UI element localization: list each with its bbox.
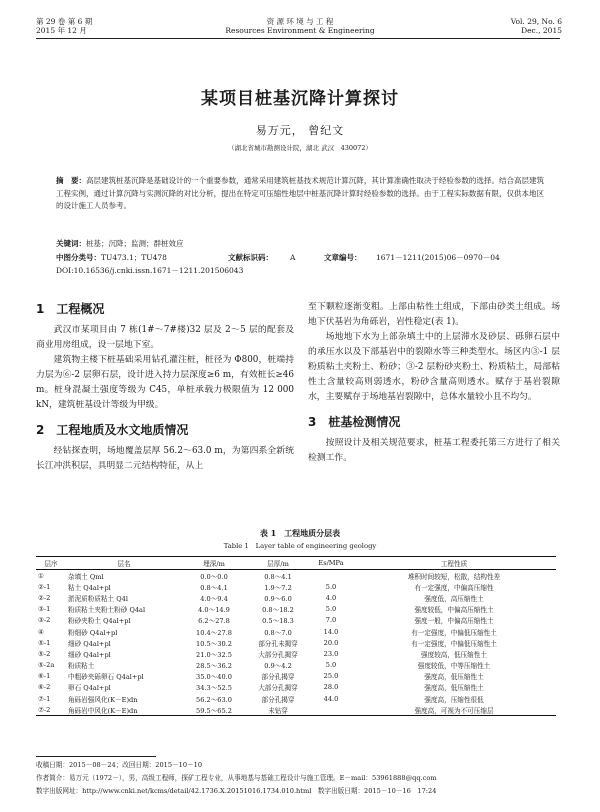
table-cell: 粉细砂 Q4al+pl xyxy=(68,628,118,637)
table-cell: 20.0 xyxy=(323,638,339,647)
table-row xyxy=(36,648,556,659)
table-cell: 强度高，压缩性很低 xyxy=(424,695,484,704)
table-cell: 未钻穿 xyxy=(246,704,310,716)
author-bio: 作者简介：易万元（1972－），男，高级工程师，探矿工程专业，从事地基与基础工程设计与施工管理。E－mail：53961888@qq.com xyxy=(36,774,437,782)
table-cell: 角砾岩中风化(K－E)dn xyxy=(66,704,182,716)
table-cell: ②-1 xyxy=(38,582,51,591)
received-date: 收稿日期：2015－08－24；改回日期：2015－10－10 xyxy=(36,761,203,769)
table-cell: 0.0～0.0 xyxy=(200,572,228,581)
table-row xyxy=(36,592,556,603)
header-right xyxy=(511,17,562,35)
table-header-cell: 层名 xyxy=(66,557,182,570)
header-rule xyxy=(36,38,560,39)
table-cell: 4.0～14.9 xyxy=(198,606,230,615)
table-cell: 0.9～4.2 xyxy=(264,662,292,671)
table-cell: 细砂 Q4al+pl xyxy=(68,639,111,648)
table-cell: 35.0～40.0 xyxy=(196,673,232,682)
table-cell: 5.0 xyxy=(325,582,337,591)
table-caption-cn: 表 1 工程地质分层表 xyxy=(259,528,341,538)
right-column xyxy=(308,300,560,466)
table-row xyxy=(36,570,556,582)
table-cell: 34.3～52.5 xyxy=(196,684,232,693)
section-2-paragraph-1-continued: 至下颗粒逐渐变粗。上部由粘性土组成，下部由砂类土组成。场地下伏基岩为角砾岩，岩性稳定(表 1)。 xyxy=(308,302,560,327)
table-header-row xyxy=(36,557,556,570)
keywords xyxy=(56,239,184,249)
author-names: 易万元， 曾纪文 xyxy=(255,124,345,137)
table-cell xyxy=(310,570,352,582)
table-cell: 0.8～4.1 xyxy=(200,583,228,592)
table-cell: 强度一般，中偏高压缩性土 xyxy=(414,617,494,626)
table-cell: 强度较低，中偏高压缩性土 xyxy=(414,606,494,615)
table-cell: 部分孔揭穿 xyxy=(261,695,295,704)
table-header-cell: Es/MPa xyxy=(310,557,352,570)
table-cell: 0.8～4.1 xyxy=(264,572,292,581)
table-cell: 44.0 xyxy=(323,694,339,703)
table-caption-en: Table 1 Layer table of engineering geology xyxy=(223,542,377,550)
table-cell: 14.0 xyxy=(323,627,339,636)
table-cell: 0.9～6.0 xyxy=(264,594,292,603)
paper-title: 某项目桩基沉降计算探讨 xyxy=(201,89,399,109)
doi: DOI:10.16536/j.cnki.issn.1671－1211.201506043 xyxy=(56,266,244,275)
table-cell xyxy=(310,704,352,716)
doc-code: A xyxy=(290,253,296,262)
date-cn: 2015 年 12 月 xyxy=(36,26,87,35)
table-cell: ②-2 xyxy=(38,593,51,602)
table-cell: 21.0～32.5 xyxy=(196,650,232,659)
table-cell: 粘土 Q4al+pl xyxy=(68,583,111,592)
table-row xyxy=(36,637,556,648)
table-cell: ⑦-1 xyxy=(38,694,51,703)
table-row xyxy=(36,615,556,626)
table-row xyxy=(36,581,556,592)
date-en: Dec., 2015 xyxy=(521,26,562,35)
table-cell: ③-2 xyxy=(38,616,51,625)
article-number: 1671－1211(2015)06－0970－04 xyxy=(376,253,500,262)
abstract-label: 摘 要： xyxy=(56,176,87,185)
footnotes xyxy=(36,759,560,798)
table-cell: 强度高，低压缩性土 xyxy=(424,673,484,682)
table-row xyxy=(36,682,556,693)
left-column xyxy=(36,300,294,474)
table-cell: 强度较高，低压缩性土 xyxy=(421,650,487,659)
table-header-cell: 工程性质 xyxy=(352,557,556,570)
table-cell: 强度高，低压缩性土 xyxy=(424,684,484,693)
table-cell: 23.0 xyxy=(323,649,339,658)
table-cell: 5.0 xyxy=(325,605,337,614)
table-cell: 大部分孔揭穿 xyxy=(258,650,298,659)
table-cell: 堆积时间较短，松散，结构性差 xyxy=(407,572,501,581)
table-cell: 0.8～18.2 xyxy=(262,606,294,615)
table-cell: 中粗砂夹砾卵石 Q4al+pl xyxy=(68,673,144,682)
section-1-paragraph-2: 建筑物主楼下桩基础采用钻孔灌注桩，桩径为 Φ800，桩端持力层为⑥-2 层卵石层，设计进入持力层深度≥6 m，有效桩长≥46 m。桩身混凝土强度等级为 C45，单桩承载力极限值为 12 000 kN，建筑桩基设计等级为甲级。 xyxy=(36,355,294,410)
abstract xyxy=(56,175,544,213)
section-2-paragraph-1: 经钻探查明，场地覆盖层厚 56.2～63.0 m，为第四系全新统长江冲洪积层，具明显二元结构特征，从上 xyxy=(36,446,294,471)
table-row xyxy=(36,660,556,671)
table-cell: 4.0～9.4 xyxy=(200,594,228,603)
section-1-paragraph-1: 武汉市某项目由 7 栋(1#～7#楼)32 层及 2～5 层的配套及商业用房组成，设一层地下室。 xyxy=(36,325,294,350)
volume-issue-cn: 第 29 卷 第 6 期 xyxy=(36,17,93,26)
table-cell: ⑥-1 xyxy=(38,672,51,681)
table-row xyxy=(36,671,556,682)
table-row xyxy=(36,704,556,716)
digital-publish-info: 数字出版网址：http://www.cnki.net/kcms/detail/42.1736.X.20151016.1734.010.html 数字出版日期：2015－10－16 17:24 xyxy=(36,787,437,795)
section-2-paragraph-2: 场地地下水为上部杂填土中的上层滞水及砂层、砾卵石层中的承压水以及下部基岩中的裂隙水等三种类型水。场区内③-1 层粉质粘土夹粉土、粉砂；③-2 层粉砂夹粉土、粉质粘土，局部粘性土含量较高则弱透水，粉砂含量高则透水。赋存于基岩裂隙水，主要赋存于场地基岩裂隙中，总体水量较小且不均匀。 xyxy=(308,332,560,402)
table-cell: 28.5～36.2 xyxy=(196,662,232,671)
table-cell: ④ xyxy=(38,627,44,636)
table-cell: 细砂 Q4al+pl xyxy=(68,650,111,659)
table-cell: 10.5～30.2 xyxy=(196,639,232,648)
table-cell: ⑤-2a xyxy=(38,661,55,670)
table-header-cell: 层厚/m xyxy=(246,557,310,570)
table-cell: 淤泥质粉质粘土 Q4l xyxy=(68,594,128,603)
journal-name-cn: 资 源 环 境 与 工 程 xyxy=(266,17,334,26)
table-cell: 有一定强度，中偏高压缩性 xyxy=(414,583,494,592)
table-cell: 6.2～27.8 xyxy=(198,617,230,626)
keywords-label: 关键词： xyxy=(56,239,86,248)
table-cell: 10.4～27.8 xyxy=(196,628,232,637)
table-cell: 强度高，可视为不可压缩层 xyxy=(352,704,556,716)
abstract-text: 高层建筑桩基沉降是基础设计的一个重要参数，通常采用建筑桩基技术规范计算沉降，其计算准确性取决于经验参数的选择。结合高层建筑工程实例，通过计算沉降与实测沉降的对比分析，提出在特定可压缩性地层中桩基沉降计算时经验参数的选择。由于工程实际数据有限，仅供本地区的设计施工人员参考。 xyxy=(56,176,544,210)
doc-code-label: 文献标识码： xyxy=(228,253,273,262)
table-cell: 5.0 xyxy=(325,661,337,670)
table-cell: 部分孔揭穿 xyxy=(261,673,295,682)
table-cell: 杂填土 Qml xyxy=(68,572,104,581)
footnote-rule xyxy=(36,756,156,757)
clc-label: 中图分类号： xyxy=(56,253,101,262)
table-cell: 4.0 xyxy=(325,593,337,602)
table-cell: ⑤-1 xyxy=(38,638,51,647)
table-cell: 7.0 xyxy=(325,616,337,625)
table-cell: 有一定强度，中偏低压缩性土 xyxy=(411,639,497,648)
table-row xyxy=(36,693,556,704)
geology-layer-table xyxy=(36,556,556,716)
article-number-label: 文章编号： xyxy=(324,253,362,262)
table-cell: 0.5～18.3 xyxy=(262,617,294,626)
table-cell: 59.5～65.2 xyxy=(182,704,246,716)
table-row xyxy=(36,604,556,615)
table-cell: 卵石 Q4al+pl xyxy=(68,684,111,693)
table-cell: ⑥-2 xyxy=(38,683,51,692)
table-cell: ③-1 xyxy=(38,605,51,614)
table-cell: 强度较低，中等压缩性土 xyxy=(417,662,491,671)
clc-number: TU473.1；TU478 xyxy=(101,253,167,262)
author-affiliation: （湖北省城市勘测设计院，湖北 武汉 430072） xyxy=(228,144,372,152)
journal-name-en: Resources Environment & Engineering xyxy=(225,26,375,35)
table-row xyxy=(36,626,556,637)
table-cell: 28.0 xyxy=(323,683,339,692)
table-header-cell: 埋深/m xyxy=(182,557,246,570)
section-3-paragraph-1: 按照设计及相关规范要求，桩基工程委托第三方进行了相关检测工作。 xyxy=(308,438,560,463)
section-1-heading: 1 工程概况 xyxy=(36,302,105,316)
table-cell: 25.0 xyxy=(323,672,339,681)
table-cell: 部分孔未揭穿 xyxy=(258,639,298,648)
table-cell: ⑦-2 xyxy=(36,704,66,716)
table-cell: 角砾岩强风化(K－E)dn xyxy=(68,695,138,704)
table-cell: 强度低，高压缩性土 xyxy=(424,594,484,603)
classification-line xyxy=(56,253,546,263)
table-cell: 有一定强度，中偏低压缩性土 xyxy=(411,628,497,637)
table-cell: 大部分孔揭穿 xyxy=(258,684,298,693)
table-cell: 粉砂夹粉土 Q4al+pl xyxy=(68,617,131,626)
table-cell: 1.9～7.2 xyxy=(264,583,292,592)
table-cell: 0.8～7.0 xyxy=(264,628,292,637)
table-cell: ⑤-2 xyxy=(38,649,51,658)
keywords-text: 桩基；沉降；监测；群桩效应 xyxy=(86,239,184,248)
table-cell: 56.2～63.0 xyxy=(196,695,232,704)
table-cell: 粉质粘土 xyxy=(68,662,95,671)
volume-issue-en: Vol. 29, No. 6 xyxy=(510,17,562,26)
table-header-cell: 层序 xyxy=(36,557,66,570)
section-3-heading: 3 桩基检测情况 xyxy=(308,415,401,429)
table-cell: ① xyxy=(38,571,44,580)
section-2-heading: 2 工程地质及水文地质情况 xyxy=(36,423,189,437)
table-cell: 粉质粘土夹粉土粉砂 Q4al xyxy=(68,606,146,615)
